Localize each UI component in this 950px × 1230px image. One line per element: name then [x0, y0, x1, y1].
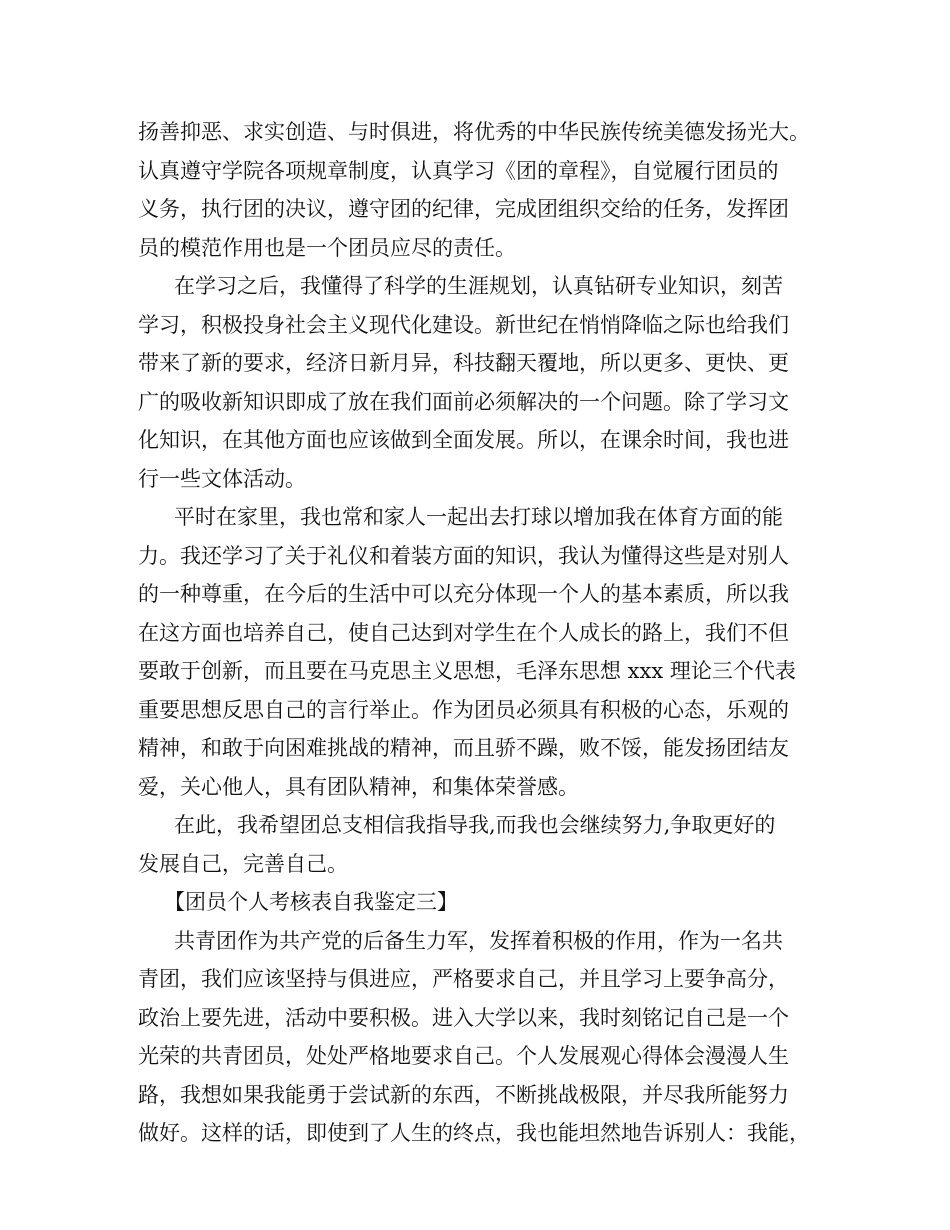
text-line: 学习，积极投身社会主义现代化建设。新世纪在悄悄降临之际也给我们 [138, 312, 789, 337]
document-body [138, 113, 828, 1153]
text-line: 在学习之后，我懂得了科学的生涯规划，认真钻研专业知识，刻苦 [174, 274, 783, 298]
text-line: 路，我想如果我能勇于尝试新的东西，不断挑战极限，并尽我所能努力 [138, 1082, 789, 1107]
text-line: 认真遵守学院各项规章制度，认真学习《团的章程》，自觉履行团员的 [138, 158, 779, 183]
text-line: 员的模范作用也是一个团员应尽的责任。 [138, 235, 516, 260]
text-line: 光荣的共青团员，处处严格地要求自己。个人发展观心得体会漫漫人生 [138, 1044, 789, 1068]
text-line: 平时在家里，我也常和家人一起出去打球以增加我在体育方面的能 [174, 505, 783, 529]
text-line: 发展自己，完善自己。 [138, 851, 348, 876]
text-line: 重要思想反思自己的言行举止。作为团员必须具有积极的心态，乐观的 [138, 697, 789, 722]
text-line: 广的吸收新知识即成了放在我们面前必须解决的一个问题。除了学习文 [138, 389, 789, 414]
text-line: 力。我还学习了关于礼仪和着装方面的知识，我认为懂得这些是对别人 [138, 543, 789, 568]
text-line: 精神，和敢于向困难挑战的精神，而且骄不躁，败不馁，能发扬团结友 [138, 736, 789, 760]
text-line: 义务，执行团的决议，遵守团的纪律，完成团组织交给的任务，发挥团 [138, 197, 789, 221]
text-line: 共青团作为共产党的后备生力军，发挥着积极的作用，作为一名共 [174, 928, 783, 953]
text-line: 在此，我希望团总支相信我指导我,而我也会继续努力,争取更好的 [174, 813, 776, 837]
text-line: 在这方面也培养自己，使自己达到对学生在个人成长的路上，我们不但 [138, 620, 789, 645]
text-line: 青团，我们应该坚持与俱进应，严格要求自己，并且学习上要争高分， [138, 967, 789, 991]
text-line: 化知识，在其他方面也应该做到全面发展。所以，在课余时间，我也进 [138, 428, 789, 452]
text-line: 的一种尊重，在今后的生活中可以充分体现一个人的基本素质，所以我 [138, 582, 789, 606]
text-line: 行一些文体活动。 [138, 466, 306, 491]
text-line: 要敢于创新，而且要在马克思主义思想，毛泽东思想 xxx 理论三个代表 [138, 659, 796, 683]
text-line: 做好。这样的话，即使到了人生的终点，我也能坦然地告诉别人：我能， [138, 1121, 810, 1145]
text-line: 爱，关心他人，具有团队精神，和集体荣誉感。 [138, 774, 579, 799]
text-line: 带来了新的要求，经济日新月异，科技翻天覆地，所以更多、更快、更 [138, 351, 789, 375]
text-line: 政治上要先进，活动中要积极。进入大学以来，我时刻铭记自己是一个 [138, 1005, 789, 1030]
section-heading: 【团员个人考核表自我鉴定三】 [164, 890, 458, 914]
text-line: 扬善抑恶、求实创造、与时俱进，将优秀的中华民族传统美德发扬光大。 [138, 120, 810, 144]
